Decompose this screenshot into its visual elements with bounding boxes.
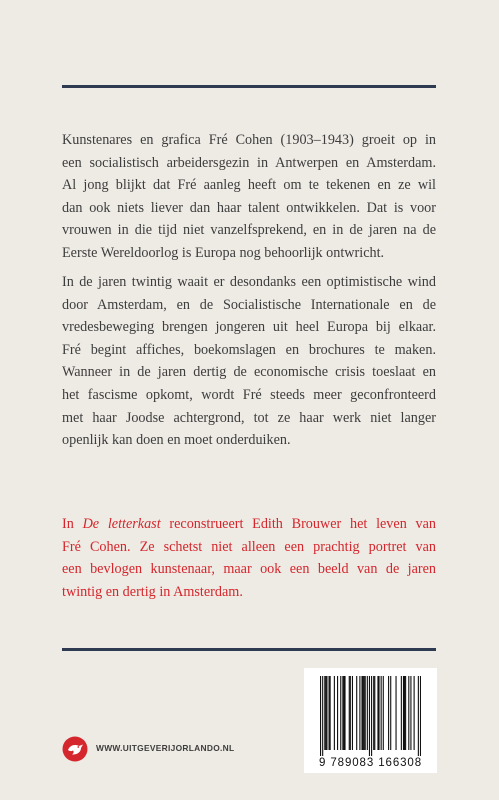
text-line: vrouwen in die tijd niet vanzelfsprekend, en in de jaren na de	[62, 222, 436, 239]
barcode-bar	[369, 676, 370, 756]
barcode-bar	[352, 676, 353, 750]
barcode-bar	[363, 676, 364, 750]
barcode-bar	[325, 676, 326, 750]
text-fragment: reconstrueert Edith Brouwer het leven van	[160, 516, 437, 532]
barcode-bar	[374, 676, 375, 750]
barcode-bar	[361, 676, 362, 750]
barcode-bar	[330, 676, 331, 750]
barcode-bar	[359, 676, 360, 750]
text-line: met haar Joodse achtergrond, tot ze haar werk niet langer	[62, 409, 436, 426]
barcode-bar	[408, 676, 409, 750]
barcode-bar	[322, 676, 323, 756]
text-line: dan ook niets liever dan haar talent ontwikkelen. Dat is voor	[62, 199, 436, 216]
barcode-bar	[418, 676, 419, 756]
text-line: het fascisme opkomt, wordt Fré steeds meer geconfronteerd	[62, 386, 436, 403]
barcode-bar	[349, 676, 350, 750]
barcode-bar	[395, 676, 396, 750]
barcode-bar	[381, 676, 382, 750]
text-line: Wanneer in de jaren dertig de economische crisis toeslaat en	[62, 364, 436, 381]
barcode-bar	[367, 676, 368, 750]
barcode-bar	[373, 676, 374, 750]
intro-paragraph	[62, 129, 436, 265]
text-line: twintig en dertig in Amsterdam.	[62, 583, 243, 600]
text-line: een socialistisch arbeidersgezin in Antwerpen en Amsterdam.	[62, 154, 436, 171]
barcode-bar	[334, 676, 335, 750]
text-line: door Amsterdam, en de Socialistische Internationale en de	[62, 296, 436, 313]
barcode-bar	[383, 676, 384, 750]
barcode-bar	[344, 676, 345, 750]
barcode-bar	[401, 676, 402, 750]
text-line: Al jong blijkt dat Fré aanleg heeft om te tekenen en ze wil	[62, 177, 436, 194]
barcode-bar	[388, 676, 389, 750]
barcode-bar	[404, 676, 405, 750]
text-line: vredesbeweging brengen jongeren uit heel Europa bij elkaar.	[62, 319, 436, 336]
text-line: In de jaren twintig waait er desondanks een optimistische wind	[62, 274, 436, 290]
blurb-paragraph	[62, 513, 436, 603]
barcode-bar	[324, 676, 325, 750]
text-line: Kunstenares en grafica Fré Cohen (1903–1943) groeit op in	[62, 132, 436, 148]
text-line: Eerste Wereldoorlog is Europa nog behoorlijk ontwricht.	[62, 244, 385, 261]
text-line: een bevlogen kunstenaar, maar ook een beeld van de jaren	[62, 561, 436, 578]
top-divider	[62, 85, 436, 88]
barcode-bar	[326, 676, 327, 750]
text-line: openlijk kan doen en moet onderduiken.	[62, 432, 291, 449]
context-paragraph	[62, 271, 436, 452]
barcode-bar	[342, 676, 343, 750]
barcode-bar	[365, 676, 366, 750]
barcode-bar	[329, 676, 330, 750]
bottom-divider	[62, 648, 436, 651]
publisher-url[interactable]: WWW.UITGEVERIJORLANDO.NL	[96, 743, 235, 753]
text-line: Fré begint affiches, boekomslagen en brochures te maken.	[62, 341, 436, 358]
barcode-bars	[320, 676, 421, 756]
barcode-bar	[320, 676, 321, 756]
barcode-bar	[410, 676, 411, 750]
barcode-bar	[390, 676, 391, 750]
barcode-bar	[356, 676, 357, 750]
book-title: De letterkast	[82, 516, 161, 532]
barcode-bar	[350, 676, 351, 750]
barcode-bar	[403, 676, 404, 750]
barcode-bar	[371, 676, 372, 756]
barcode-bar	[378, 676, 379, 750]
isbn-barcode	[304, 668, 437, 773]
barcode-bar	[377, 676, 378, 750]
isbn-number: 9 789083 166308	[318, 757, 423, 769]
barcode-bar	[337, 676, 338, 750]
barcode-bar	[405, 676, 406, 750]
bird-logo-icon	[62, 736, 88, 762]
barcode-bar	[420, 676, 421, 756]
text-line	[62, 513, 436, 536]
barcode-bar	[414, 676, 415, 750]
text-line: Fré Cohen. Ze schetst niet alleen een prachtig portret van	[62, 538, 436, 555]
barcode-bar	[364, 676, 365, 750]
barcode-bar	[340, 676, 341, 750]
text-fragment: In	[62, 516, 83, 532]
barcode-bar	[343, 676, 344, 750]
